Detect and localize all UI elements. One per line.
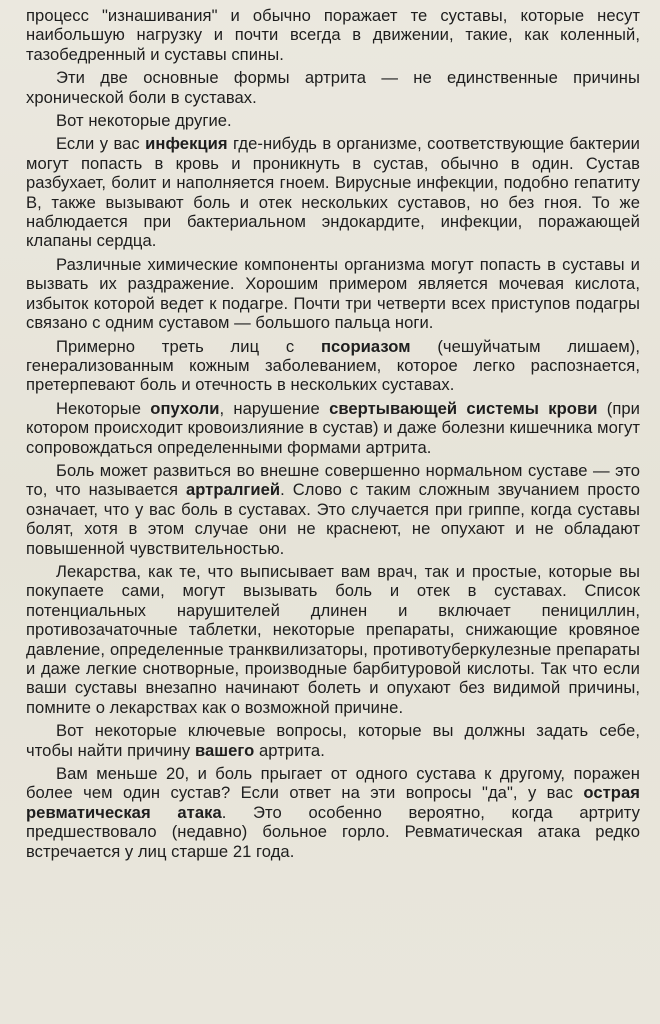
- text-run: Если у вас: [56, 134, 146, 154]
- text-run: где-нибудь в организме, соответствующие бактерии могут попасть в кровь и проникнуть в сустав, обычно в один. Сустав разбухает, болит и наполняется гноем. Вирусные инфекции, подобно гепатиту В, также вызывают боль и отек нескольких суставов, но без гноя. То же наблюдается при бактериальном эндокардите, инфекции, поражающей клапаны сердца.: [26, 134, 640, 251]
- text-run: Вот некоторые ключевые вопросы, которые вы должны задать себе, чтобы найти причину: [26, 721, 640, 760]
- text-run: (при котором происходит кровоизлияние в сустав) и даже болезни кишечника могут сопровождаться определенными формами артрита.: [26, 398, 640, 457]
- paragraph: [26, 111, 640, 130]
- paragraph: [26, 68, 640, 107]
- paragraph: [26, 764, 640, 861]
- bold-term: свертывающей системы крови: [329, 398, 598, 418]
- bold-term: острая ревматическая атака: [26, 783, 640, 822]
- text-run: процесс "изнашивания" и обычно поражает те суставы, которые несут наибольшую нагрузку и почти всегда в движении, такие, как коленный, тазобедренный и суставы спины.: [26, 6, 640, 64]
- bold-term: вашего: [194, 740, 255, 760]
- text-run: Боль может развиться во внешне совершенно нормальном суставе — это то, что называется: [26, 460, 640, 500]
- paragraph: [26, 6, 640, 64]
- bold-term: инфекция: [145, 134, 228, 154]
- text-run: . Это особенно вероятно, когда артриту предшествовало (недавно) больное горло. Ревматическая атака редко встречается у лиц старше 21 года.: [26, 802, 640, 861]
- paragraph: [26, 721, 640, 760]
- paragraph: [26, 562, 640, 717]
- text-run: Примерно треть лиц с: [56, 336, 321, 356]
- text-run: . Слово с таким сложным звучанием просто означает, что у вас боль в суставах. Это случается при гриппе, когда суставы болят, хотя в этом случае они не краснеют, не опухают и не обладают повышенной чувствительностью.: [26, 480, 641, 558]
- text-run: Некоторые: [56, 398, 151, 418]
- paragraph: [26, 255, 640, 333]
- text-run: артрита.: [254, 740, 325, 760]
- text-run: , нарушение: [219, 398, 330, 418]
- text-run: Эти две основные формы артрита — не единственные причины хронической боли в суставах.: [26, 68, 640, 107]
- text-run: Лекарства, как те, что выписывает вам врач, так и простые, которые вы покупаете сами, могут вызывать боль и отек в суставах. Список потенциальных нарушителей длинен и включает пенициллин, противозачаточные таблетки, некоторые препараты, снижающие кровяное давление, определенные транквилизаторы, противотуберкулезные препараты и даже легкие снотворные, производные барбитуровой кислоты. Так что если ваши суставы внезапно начинают болеть и опухают без видимой причины, помните о лекарствах как о возможной причине.: [26, 561, 640, 717]
- bold-term: артралгией: [185, 480, 281, 500]
- paragraph: [26, 337, 640, 395]
- document-body-text: [26, 6, 640, 861]
- text-run: Различные химические компоненты организма могут попасть в суставы и вызвать их раздражение. Хорошим примером является мочевая кислота, избыток которой ведет к подагре. Почти три четверти всех приступов подагры связано с одним суставом — большого пальца ноги.: [26, 254, 640, 333]
- paragraph: [26, 461, 640, 558]
- bold-term: псориазом: [320, 336, 411, 356]
- paragraph: [26, 134, 640, 250]
- paragraph: [26, 399, 640, 457]
- text-run: (чешуйчатым лишаем), генерализованным кожным заболеванием, которое легко распознается, претерпевают боль и отечность в нескольких суставах.: [26, 336, 640, 395]
- bold-term: опухоли: [150, 398, 220, 418]
- text-run: Вам меньше 20, и боль прыгает от одного сустава к другому, поражен более чем один сустав? Если ответ на эти вопросы "да", у вас: [26, 764, 640, 803]
- text-run: Вот некоторые другие.: [56, 111, 232, 131]
